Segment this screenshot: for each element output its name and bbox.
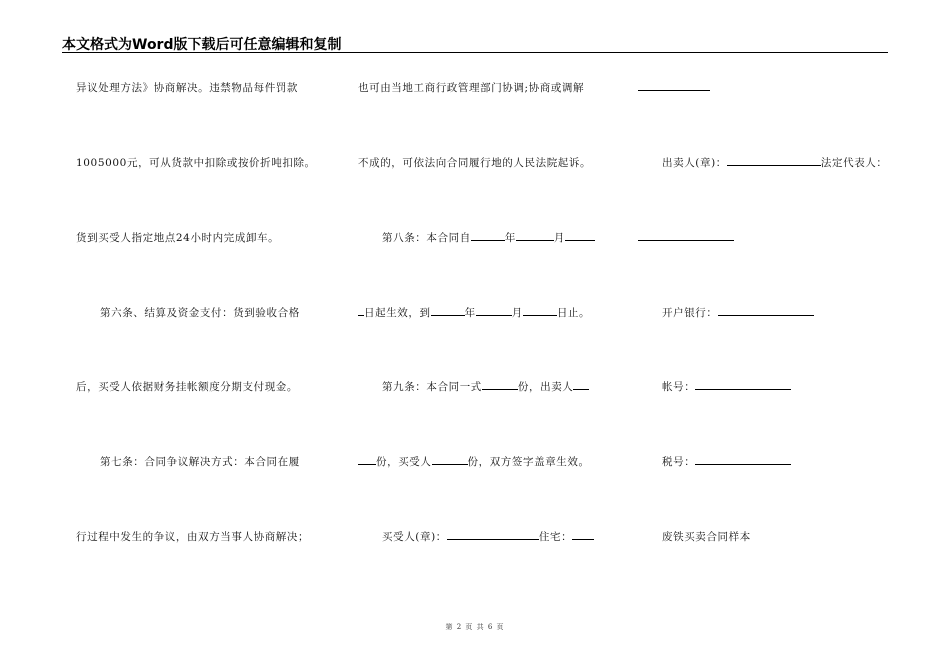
blank-field	[482, 379, 518, 390]
blank-field	[727, 155, 821, 166]
blank-field	[695, 379, 791, 390]
day-end-label: 日止。	[556, 307, 591, 319]
middle-line-4	[358, 305, 590, 321]
right-line-6	[662, 454, 791, 470]
right-line-1	[638, 80, 710, 96]
month-label: 月	[511, 307, 523, 319]
effective-label: 日起生效，到	[364, 307, 431, 319]
article-8-label: 第八条：本合同自	[382, 232, 471, 244]
header-divider	[62, 52, 888, 53]
blank-field	[431, 305, 465, 316]
copies-end-label: 份，双方签字盖章生效。	[467, 456, 590, 468]
right-line-7: 废铁买卖合同样本	[662, 531, 751, 543]
month-label: 月	[553, 232, 566, 244]
residence-label: 住宅：	[538, 531, 573, 543]
right-line-2	[662, 155, 888, 171]
middle-line-7	[382, 529, 594, 545]
blank-field	[516, 230, 554, 241]
left-line-5: 后，买受人依据财务挂帐额度分期支付现金。	[76, 381, 298, 393]
article-9-label: 第九条：本合同一式	[382, 381, 482, 393]
left-line-1: 异议处理方法》协商解决。违禁物品每件罚款	[76, 82, 298, 94]
blank-field	[447, 529, 539, 540]
legal-rep-label: 法定代表人：	[820, 157, 888, 169]
right-line-3	[638, 230, 734, 246]
copies-seller-label: 份，出卖人	[517, 381, 574, 393]
page-number: 第 2 页 共 6 页	[445, 623, 505, 631]
blank-field	[573, 379, 589, 390]
blank-field	[523, 305, 557, 316]
right-line-5	[662, 379, 791, 395]
right-line-4	[662, 305, 814, 321]
year-label: 年	[464, 307, 476, 319]
bank-label: 开户银行：	[662, 307, 718, 319]
middle-line-2: 不成的，可依法向合同履行地的人民法院起诉。	[358, 157, 592, 169]
blank-field	[638, 230, 734, 241]
blank-field	[471, 230, 505, 241]
blank-field	[638, 80, 710, 91]
left-line-4: 第六条、结算及资金支付：货到验收合格	[100, 307, 300, 319]
middle-line-6	[358, 454, 590, 470]
document-header: 本文格式为Word版下载后可任意编辑和复制	[62, 37, 342, 53]
middle-line-5	[382, 379, 589, 395]
left-line-2: 1005000元，可从货款中扣除或按价折吨扣除。	[76, 157, 316, 169]
account-label: 帐号：	[662, 381, 696, 393]
blank-field	[572, 529, 594, 540]
blank-field	[718, 305, 814, 316]
blank-field	[695, 454, 791, 465]
left-line-6: 第七条：合同争议解决方式：本合同在履	[100, 456, 300, 468]
left-line-3: 货到买受人指定地点24小时内完成卸车。	[76, 232, 280, 244]
blank-field	[358, 454, 376, 465]
blank-field	[432, 454, 468, 465]
buyer-seal-label: 买受人(章)：	[382, 531, 447, 543]
tax-label: 税号：	[662, 456, 696, 468]
seller-seal-label: 出卖人(章)：	[662, 157, 727, 169]
middle-line-3	[382, 230, 595, 246]
copies-buyer-label: 份，买受人	[376, 456, 432, 468]
left-line-7: 行过程中发生的争议，由双方当事人协商解决；	[76, 531, 310, 543]
year-label: 年	[504, 232, 516, 244]
blank-field	[476, 305, 512, 316]
middle-line-1: 也可由当地工商行政管理部门协调;协商或调解	[358, 82, 585, 94]
blank-field	[565, 230, 595, 241]
